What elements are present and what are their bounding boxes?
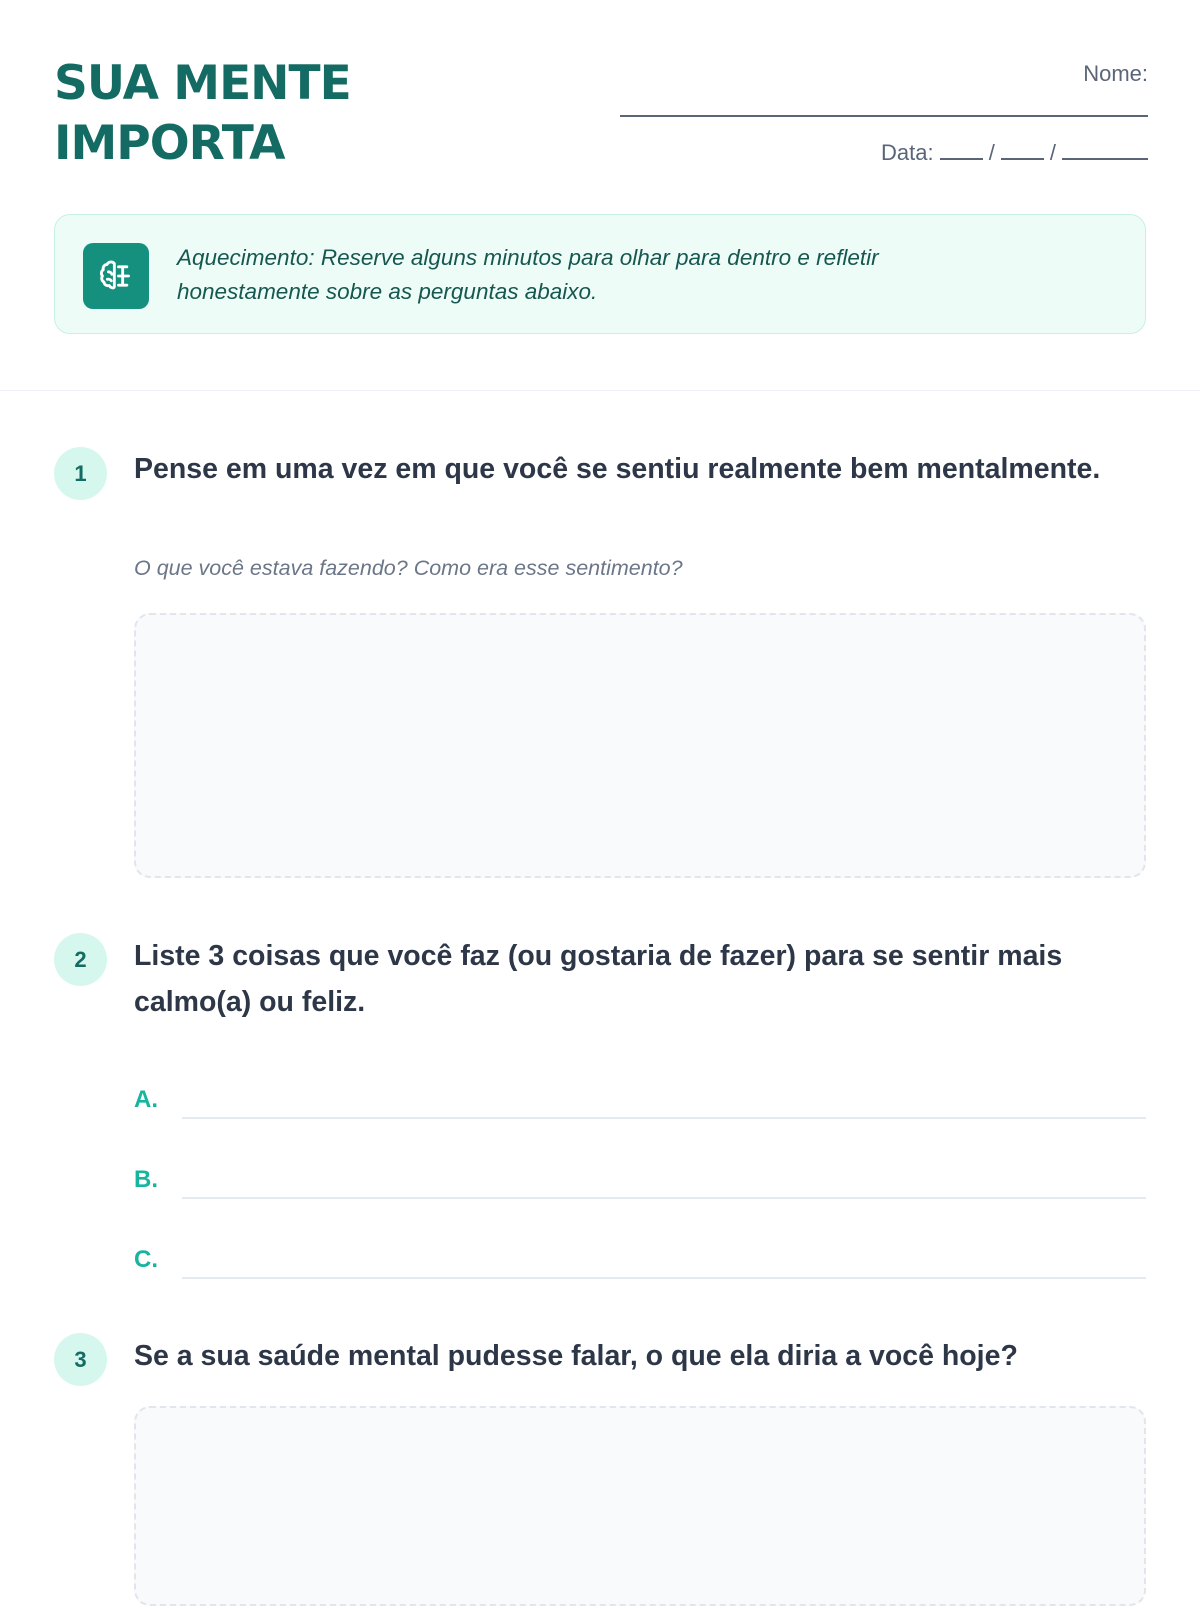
date-label: Data: <box>881 140 934 165</box>
list-item-letter: A. <box>134 1086 158 1113</box>
answer-line[interactable] <box>182 1197 1146 1199</box>
date-month-blank[interactable] <box>1001 140 1044 160</box>
date-separator: / <box>988 140 995 165</box>
date-day-blank[interactable] <box>940 140 983 160</box>
name-input-line[interactable] <box>620 115 1148 117</box>
answer-line[interactable] <box>182 1117 1146 1119</box>
date-separator: / <box>1049 140 1056 165</box>
question-number-badge: 2 <box>54 933 107 986</box>
list-item <box>134 1160 1146 1200</box>
question-text: Pense em uma vez em que você se sentiu realmente bem mentalmente. <box>134 453 1101 485</box>
question-hint: O que você estava fazendo? Como era esse sentimento? <box>134 556 683 580</box>
question-text: Se a sua saúde mental pudesse falar, o que ela diria a você hoje? <box>134 1340 1018 1372</box>
date-year-blank[interactable] <box>1062 140 1148 160</box>
page-title <box>54 54 351 174</box>
title-line-1: SUA MENTE <box>54 56 351 111</box>
list-item <box>134 1080 1146 1120</box>
answer-box[interactable] <box>134 613 1146 878</box>
list-item-letter: C. <box>134 1246 158 1273</box>
section-divider <box>0 390 1200 391</box>
brain-icon <box>83 243 149 309</box>
answer-line[interactable] <box>182 1277 1146 1279</box>
warmup-callout <box>54 214 1146 334</box>
list-item <box>134 1240 1146 1280</box>
date-field <box>881 140 1148 166</box>
name-label: Nome: <box>1083 61 1148 86</box>
question-number-badge: 1 <box>54 447 107 500</box>
answer-box[interactable] <box>134 1406 1146 1606</box>
warmup-text: Aquecimento: Reserve alguns minutos para olhar para dentro e refletir honestamente sobre as perguntas abaixo. <box>177 245 879 304</box>
question-text: Liste 3 coisas que você faz (ou gostaria de fazer) para se sentir mais calmo(a) ou feliz. <box>134 940 1063 1018</box>
list-item-letter: B. <box>134 1166 158 1193</box>
title-line-2: IMPORTA <box>54 116 285 171</box>
question-number-badge: 3 <box>54 1333 107 1386</box>
